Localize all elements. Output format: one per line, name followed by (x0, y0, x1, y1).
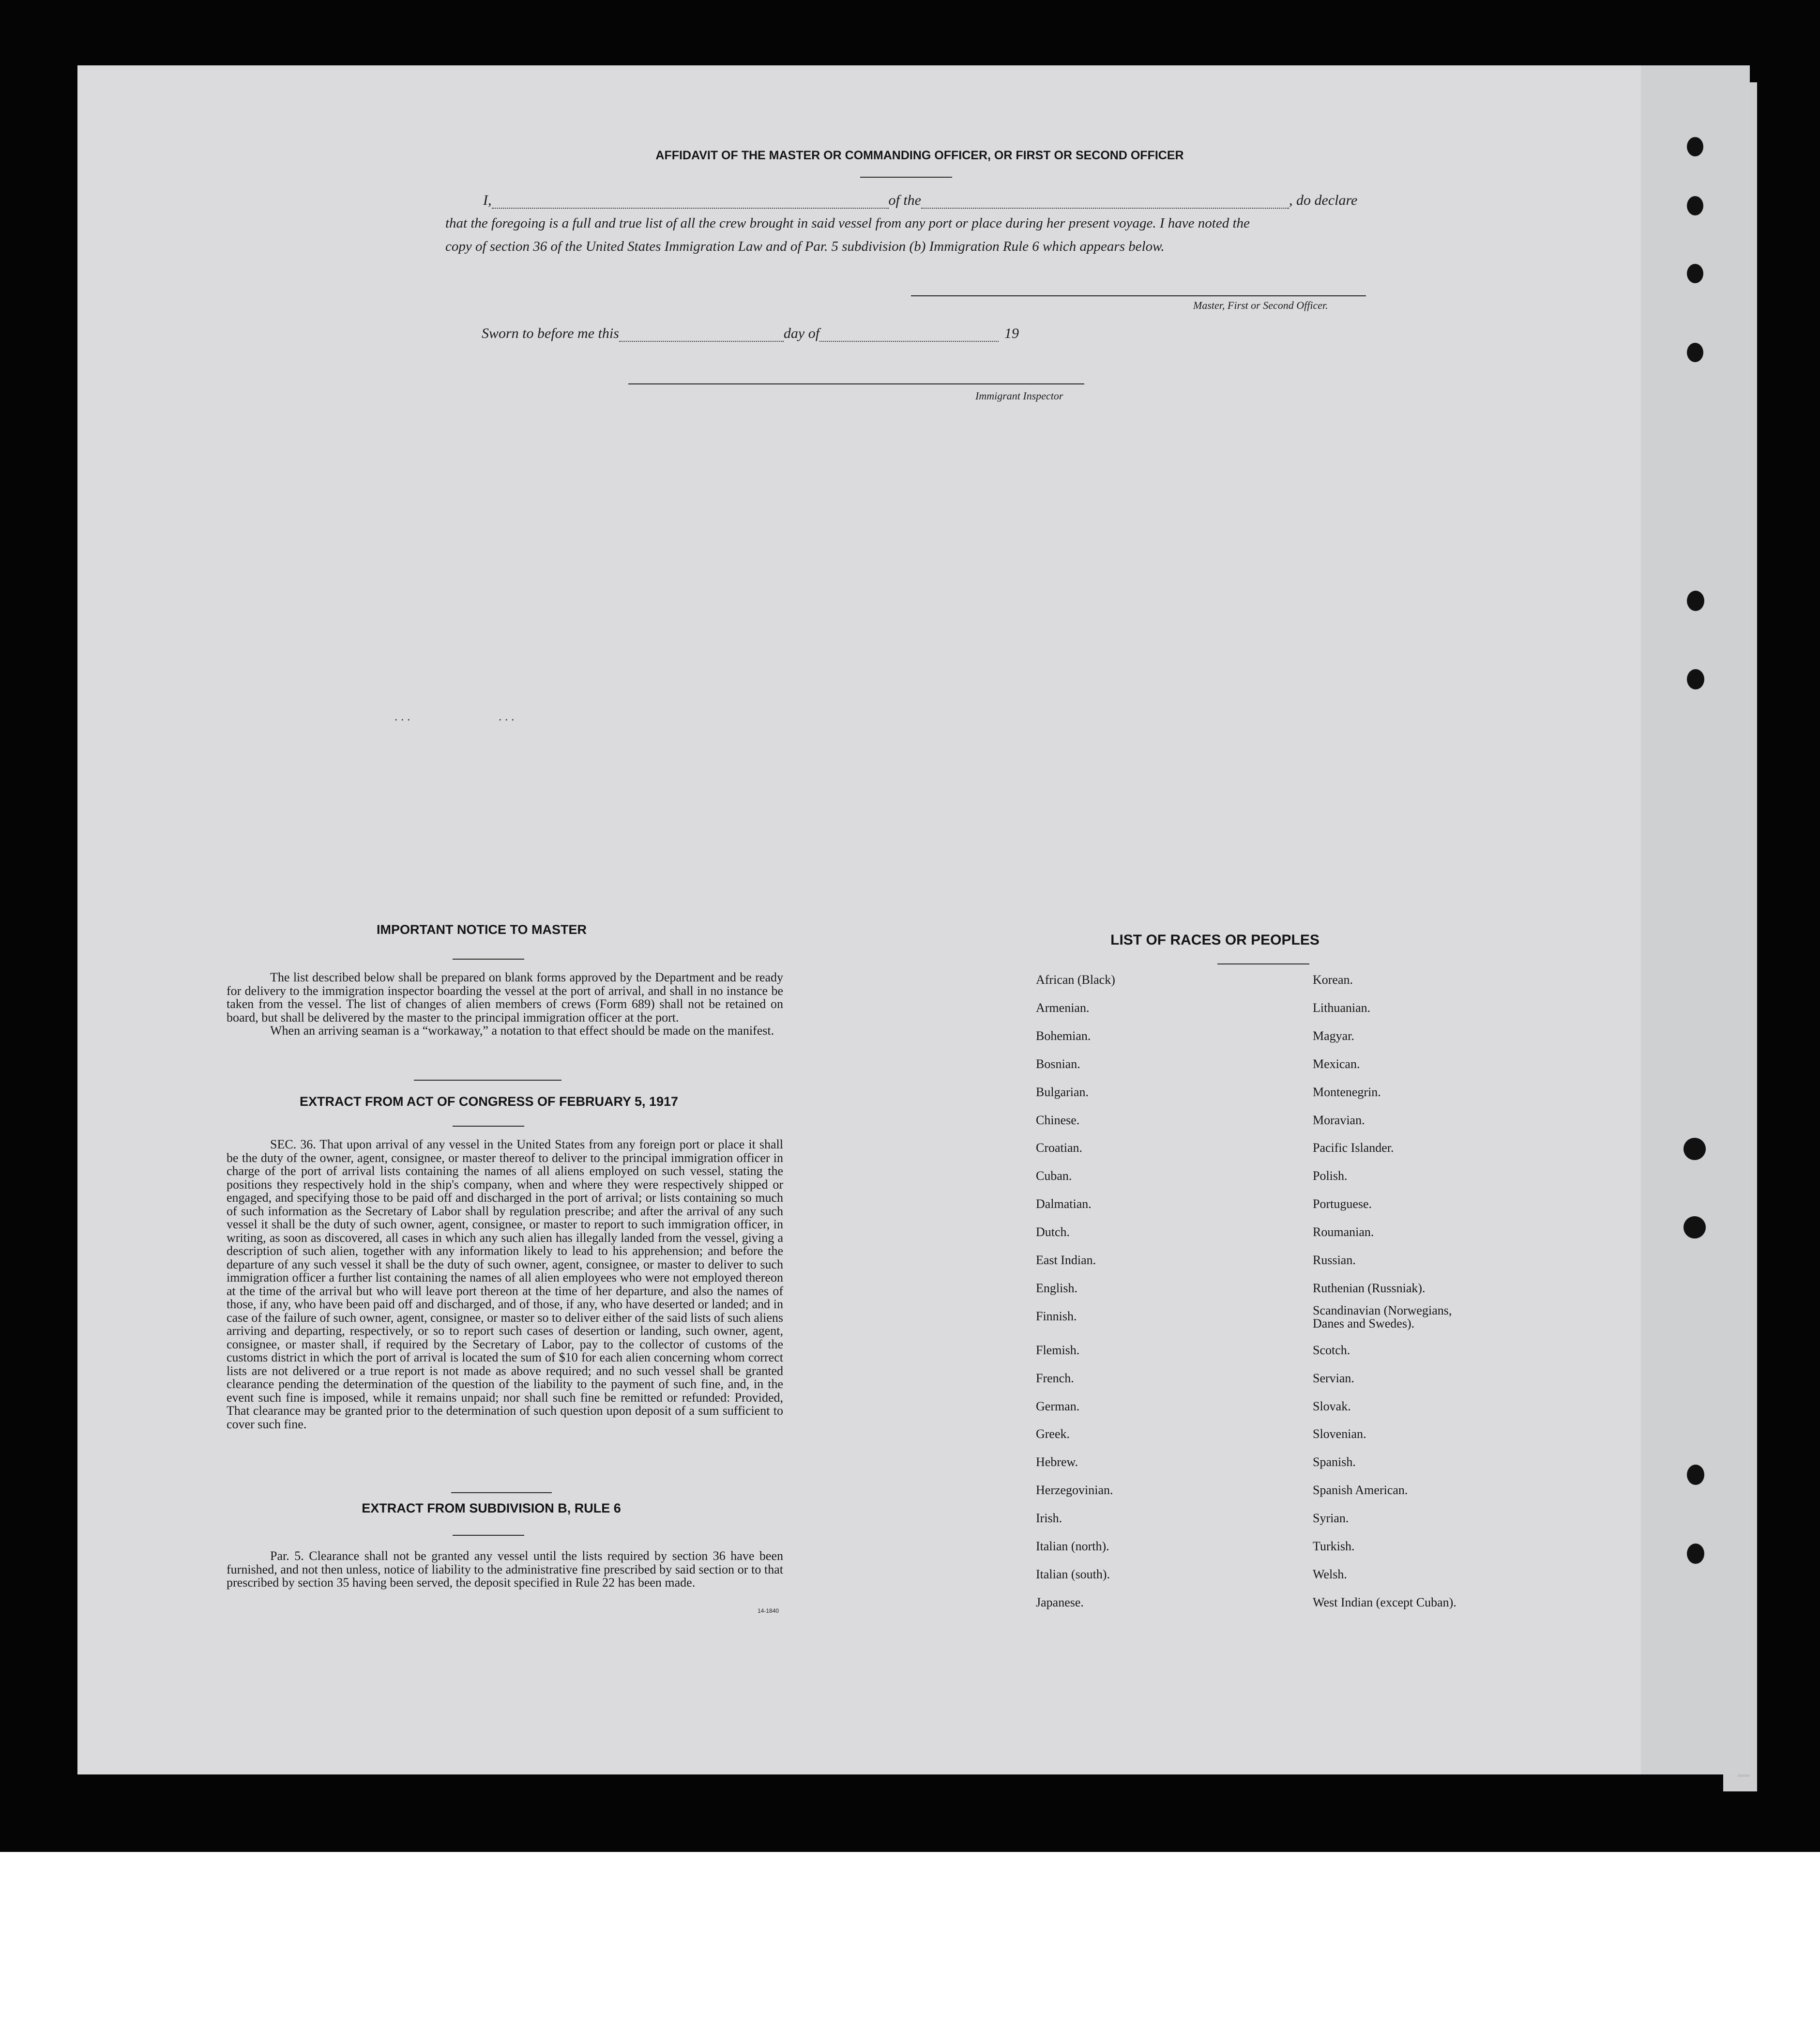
form-number: 14-1840 (758, 1607, 779, 1614)
binder-hole (1687, 591, 1704, 611)
notice-paragraph-1: The list described below shall be prepared on blank forms approved by the Department and be ready for delivery to the immigration inspector boarding the vessel at the port of arrival, and shall in no instance be taken from the vessel. The list of changes of alien members of crews (Form 689) shall not be retained on board, but shall be delivered by the master to the principal immigration officer at the port. (227, 970, 783, 1024)
race-list-item: Servian. (1313, 1371, 1354, 1385)
master-name-field[interactable] (492, 208, 889, 209)
race-list-item: Italian (south). (1036, 1567, 1110, 1581)
binder-hole (1687, 196, 1703, 215)
inspector-caption: Immigrant Inspector (975, 390, 1063, 402)
race-list-item: Syrian. (1313, 1511, 1349, 1526)
extract-act-title-rule (453, 1126, 524, 1127)
race-list-item: Finnish. (1036, 1309, 1077, 1323)
extract-rule-title: EXTRACT FROM SUBDIVISION B, RULE 6 (362, 1501, 621, 1515)
master-signature-line[interactable] (911, 295, 1366, 296)
affidavit-title: AFFIDAVIT OF THE MASTER OR COMMANDING OFFICER, OR FIRST OR SECOND OFFICER (655, 149, 1184, 162)
do-declare-label: , do declare (1289, 192, 1358, 208)
binder-hole (1687, 1544, 1704, 1564)
affidavit-line-2: that the foregoing is a full and true list of all the crew brought in said vessel from any port or place during her present voyage. I have noted the (445, 215, 1250, 231)
affidavit-title-rule (860, 177, 952, 178)
notice-text (227, 971, 783, 1038)
film-border-bottom (0, 1852, 1820, 2018)
races-title: LIST OF RACES OR PEOPLES (1110, 932, 1320, 948)
races-left-column (1036, 973, 1278, 1675)
race-list-item: Bulgarian. (1036, 1085, 1089, 1099)
extract-rule-title-rule (453, 1535, 524, 1536)
race-list-item: Hebrew. (1036, 1455, 1078, 1469)
stray-marks: . . . (394, 709, 410, 723)
race-list-item: German. (1036, 1399, 1080, 1413)
day-of-label: day of (783, 325, 820, 341)
race-list-item: Spanish American. (1313, 1483, 1408, 1498)
race-list-item: African (Black) (1036, 973, 1115, 987)
race-list-item: Scotch. (1313, 1343, 1350, 1357)
race-list-item: Spanish. (1313, 1455, 1356, 1469)
binder-hole (1687, 264, 1703, 283)
notice-title-rule (453, 959, 524, 960)
extract-rule-text (227, 1549, 783, 1590)
race-list-item: Dalmatian. (1036, 1197, 1092, 1211)
races-title-rule (1217, 963, 1309, 964)
affidavit-i-label: I, (483, 192, 492, 208)
of-the-label: of the (888, 192, 921, 208)
race-list-item: Armenian. (1036, 1000, 1090, 1015)
year-label: 19 (1004, 325, 1019, 341)
race-list-item: Pacific Islander. (1313, 1141, 1394, 1155)
sworn-month-field[interactable] (819, 341, 999, 342)
race-list-item: Slovenian. (1313, 1427, 1366, 1441)
race-list-item: Herzegovinian. (1036, 1483, 1113, 1498)
race-list-item: Japanese. (1036, 1595, 1084, 1609)
master-signature-caption: Master, First or Second Officer. (1193, 299, 1328, 311)
race-list-item: Ruthenian (Russniak). (1313, 1281, 1426, 1295)
binder-hole (1687, 1465, 1704, 1485)
binder-hole (1687, 137, 1703, 156)
race-list-item: Montenegrin. (1313, 1085, 1381, 1099)
vessel-name-field[interactable] (921, 208, 1289, 209)
race-list-item: Italian (north). (1036, 1539, 1109, 1553)
race-list-item: Mexican. (1313, 1056, 1360, 1071)
race-list-item: Bohemian. (1036, 1028, 1091, 1043)
race-list-item: Lithuanian. (1313, 1000, 1371, 1015)
race-list-item: Dutch. (1036, 1225, 1070, 1239)
race-list-item: Welsh. (1313, 1567, 1347, 1581)
race-list-item: Scandinavian (Norwegians, Danes and Swedes). (1313, 1303, 1452, 1330)
race-list-item: West Indian (except Cuban). (1313, 1595, 1456, 1609)
affidavit-declaration-line (483, 192, 1357, 209)
race-list-item: Magyar. (1313, 1028, 1354, 1043)
race-list-item: East Indian. (1036, 1253, 1096, 1267)
binder-hole (1684, 1138, 1706, 1160)
race-list-item: Greek. (1036, 1427, 1070, 1441)
race-list-item: Irish. (1036, 1511, 1062, 1526)
page-overlap-shadow (1641, 65, 1750, 1774)
sworn-day-field[interactable] (619, 341, 784, 342)
race-list-item: Roumanian. (1313, 1225, 1374, 1239)
sworn-label: Sworn to before me this (482, 325, 619, 341)
par-5-paragraph: Par. 5. Clearance shall not be granted any vessel until the lists required by section 36 have been furnished, and not then unless, notice of liability to the administrative fine prescribed by said section or to that prescribed by section 35 having been served, the deposit specified in Rule 22 has been made. (227, 1549, 783, 1590)
race-list-item: Russian. (1313, 1253, 1356, 1267)
race-list-item: Portuguese. (1313, 1197, 1372, 1211)
extract-act-title: EXTRACT FROM ACT OF CONGRESS OF FEBRUARY 5, 1917 (299, 1094, 679, 1109)
race-list-item: Moravian. (1313, 1113, 1365, 1127)
race-list-item: Cuban. (1036, 1169, 1072, 1183)
race-list-item: Turkish. (1313, 1539, 1355, 1553)
race-list-item: Croatian. (1036, 1141, 1083, 1155)
binder-hole (1687, 343, 1703, 362)
race-list-item: Flemish. (1036, 1343, 1080, 1357)
section-divider (451, 1492, 552, 1493)
section-36-paragraph: SEC. 36. That upon arrival of any vessel in the United States from any foreign port or place it shall be the duty of the owner, agent, consignee, or master thereof to deliver to the principal immigration officer in charge of the port of arrival lists containing the names of all aliens employed on such vessel, stating the positions they respectively hold in the ship's company, when and where they were respectively shipped or engaged, and specifying those to be paid off and discharged in the port of arrival; or lists containing so much of such information as the Secretary of Labor shall by regulation prescribe; and after the arrival of any such vessel it shall be the duty of such owner, agent, consignee, or master to report to such immigration officer, in writing, as soon as discovered, all cases in which any such alien has illegally landed from the vessel, giving a description of such alien, together with any information likely to lead to his apprehension; and before the departure of any such vessel it shall be the duty of such owner, agent, consignee, or master to deliver to such immigration officer a further list containing the names of all alien employees who were not employed thereon at the time of the arrival but who will leave port thereon at the time of her departure, and also the names of those, if any, who have been paid off and discharged, and of those, if any, who have deserted or landed; and in case of the failure of such owner, agent, consignee, or master so to deliver either of the said lists of such aliens arriving and departing, respectively, or so to report such cases of desertion or landing, such owner, agent, consignee, or master shall, if required by the Secretary of Labor, pay to the collector of customs of the customs district in which the port of arrival is located the sum of $10 for each alien concerning whom correct lists are not delivered or a true report is not made as above required; and no such vessel shall be granted clearance pending the determination of the question of the liability to the payment of such fine, and, in the event such fine is imposed, while it remains unpaid; nor shall such fine be remitted or refunded: Provided, That clearance may be granted prior to the determination of such question upon deposit of a sum sufficient to cover such fine. (227, 1137, 783, 1431)
section-divider (414, 1080, 561, 1081)
sworn-line (482, 325, 1019, 342)
notice-title: IMPORTANT NOTICE TO MASTER (377, 922, 587, 937)
race-list-item: Slovak. (1313, 1399, 1351, 1413)
document-page (77, 65, 1750, 1774)
notice-paragraph-2: When an arriving seaman is a “workaway,” a notation to that effect should be made on the manifest. (270, 1024, 774, 1038)
inspector-signature-line[interactable] (628, 383, 1084, 384)
extract-act-text (227, 1138, 783, 1431)
race-list-item: Korean. (1313, 973, 1353, 987)
stray-marks: . . . (499, 709, 515, 723)
race-list-item: Bosnian. (1036, 1056, 1080, 1071)
race-list-item: French. (1036, 1371, 1074, 1385)
race-list-item: English. (1036, 1281, 1077, 1295)
affidavit-line-3: copy of section 36 of the United States Immigration Law and of Par. 5 subdivision (b) Immigration Rule 6 which appears below. (445, 239, 1165, 254)
race-list-item: Polish. (1313, 1169, 1348, 1183)
race-list-item: Chinese. (1036, 1113, 1080, 1127)
binder-hole (1687, 669, 1704, 689)
binder-hole (1684, 1216, 1706, 1238)
races-right-column (1313, 973, 1555, 1675)
